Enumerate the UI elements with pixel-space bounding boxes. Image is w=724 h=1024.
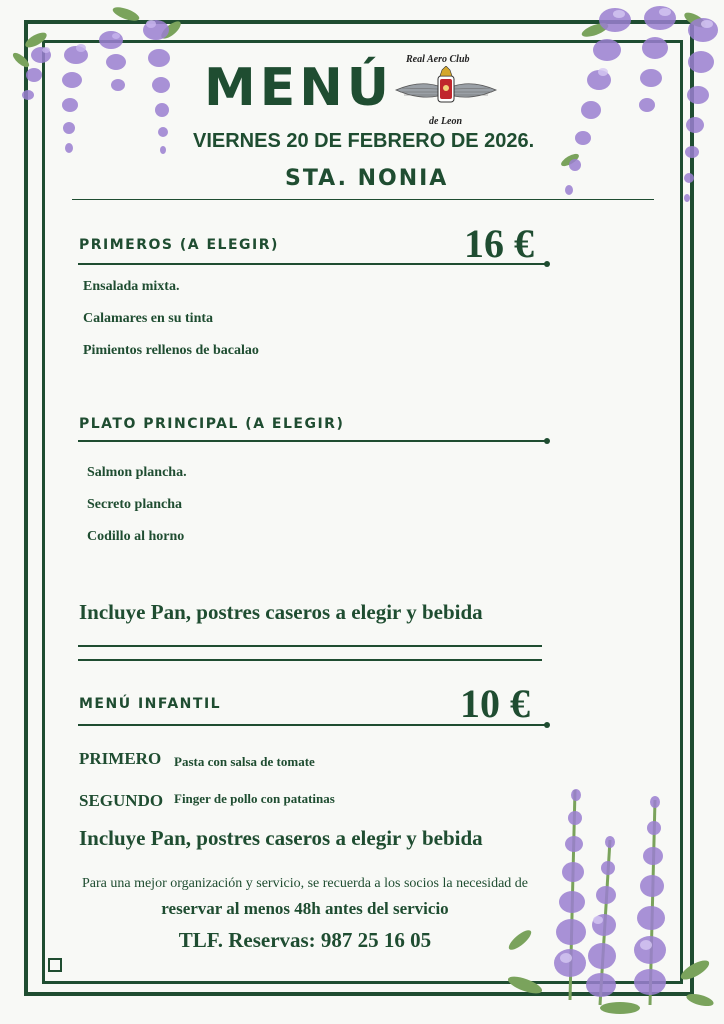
main-course-item: Codillo al horno (87, 529, 185, 544)
menu-date: VIERNES 20 DE FEBRERO DE 2026. (193, 130, 535, 152)
kids-menu-title: MENÚ INFANTIL (79, 696, 222, 712)
divider-dot (544, 261, 550, 267)
wings-crest-icon (394, 66, 498, 116)
kids-row-label: PRIMERO (79, 749, 162, 768)
wisteria-top-right-icon (555, 0, 724, 215)
frame-corner-ornament (48, 958, 62, 972)
starters-price: 16 € (464, 221, 534, 266)
footer-note: Para una mejor organización y servicio, se recuerda a los socios la necesidad de (81, 876, 528, 891)
kids-row-label: SEGUNDO (79, 791, 164, 810)
main-course-item: Secreto plancha (87, 497, 183, 512)
main-course-title: PLATO PRINCIPAL (A ELEGIR) (79, 416, 345, 432)
main-course-item: Salmon plancha. (87, 465, 187, 480)
divider-dot (544, 722, 550, 728)
logo-bottom-text: de Leon (429, 116, 463, 127)
section-divider (78, 645, 542, 647)
starter-item: Calamares en su tinta (83, 311, 214, 326)
wisteria-top-left-icon (6, 0, 196, 175)
kids-menu-divider (78, 724, 546, 726)
starter-item: Ensalada mixta. (83, 279, 180, 294)
wisteria-bottom-right-icon (500, 780, 724, 1016)
menu-place: STA. NONIA (285, 166, 449, 191)
kids-row-value: Pasta con salsa de tomate (174, 754, 315, 769)
kids-row-value: Finger de pollo con patatinas (174, 791, 335, 806)
footer-reservation: reservar al menos 48h antes del servicio (161, 899, 449, 918)
menu-title: MENÚ (204, 58, 394, 118)
starter-item: Pimientos rellenos de bacalao (83, 343, 259, 358)
section-divider (78, 659, 542, 661)
kids-menu-price: 10 € (460, 681, 530, 726)
divider-dot (544, 438, 550, 444)
starters-divider (78, 263, 546, 265)
includes-text: Incluye Pan, postres caseros a elegir y bebida (79, 600, 483, 624)
kids-includes-text: Incluye Pan, postres caseros a elegir y bebida (79, 826, 483, 850)
starters-title: PRIMEROS (A ELEGIR) (79, 237, 279, 253)
main-course-divider (78, 440, 546, 442)
header-divider (72, 199, 654, 200)
logo-top-text: Real Aero Club (406, 54, 470, 65)
club-logo (394, 52, 498, 130)
footer-phone: TLF. Reservas: 987 25 16 05 (178, 928, 432, 952)
